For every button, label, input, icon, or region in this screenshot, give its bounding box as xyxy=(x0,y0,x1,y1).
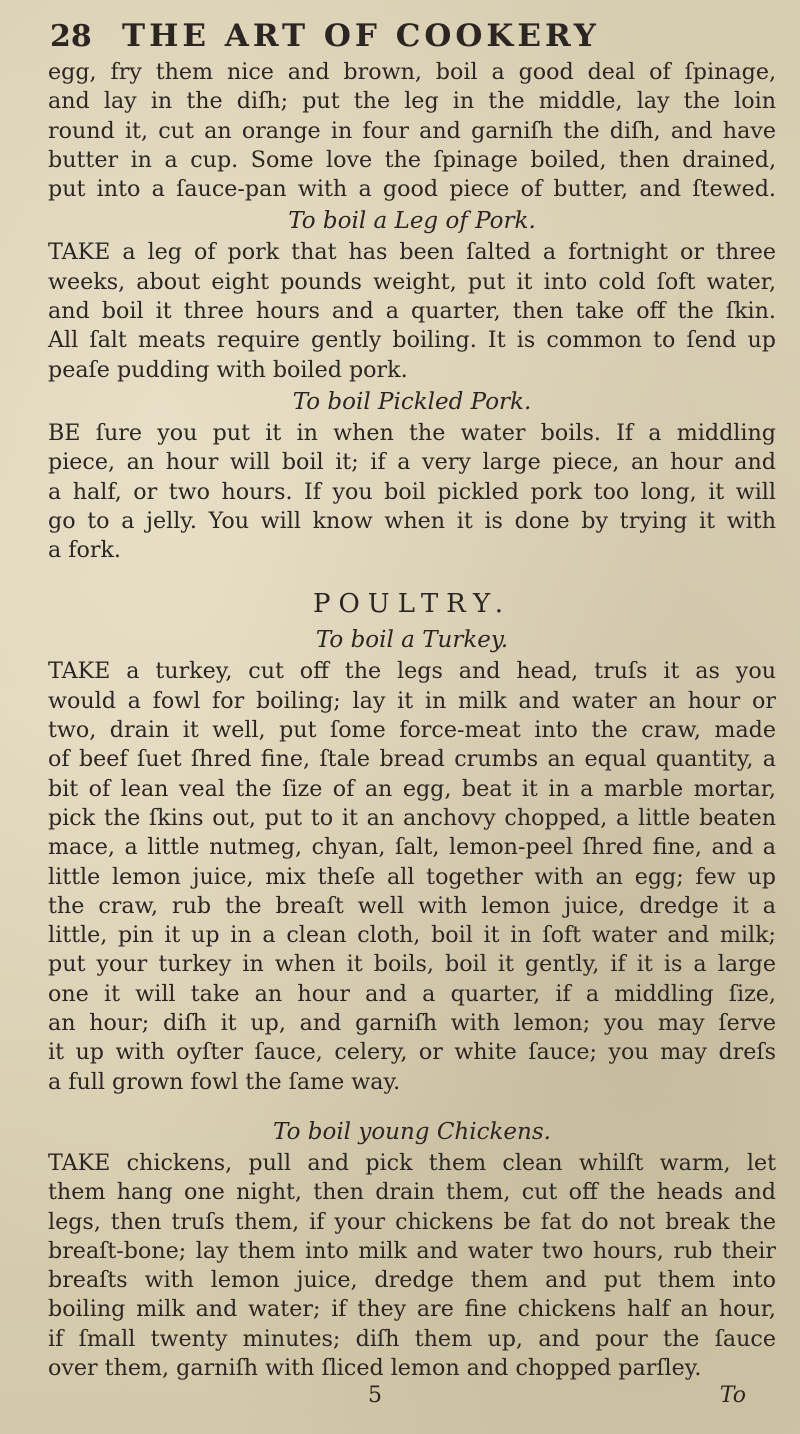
text-line: bit of lean veal the ſize of an egg, beat it in a marble mortar, xyxy=(48,775,776,802)
recipe-heading: To boil young Chickens. xyxy=(273,1118,551,1145)
text-line: round it, cut an orange in four and garniſh the diſh, and have xyxy=(48,117,776,144)
text-line: the craw, rub the breaſt well with lemon juice, dredge it a xyxy=(48,892,776,919)
text-line: TAKE a turkey, cut off the legs and head, truſs it as you xyxy=(48,658,776,685)
text-line: over them, garniſh with ſliced lemon and chopped parſley. xyxy=(48,1354,702,1381)
text-line: and boil it three hours and a quarter, then take off the ſkin. xyxy=(48,298,776,325)
text-line: BE ſure you put it in when the water boils. If a middling xyxy=(48,419,776,446)
text-line: put into a ſauce-pan with a good piece of butter, and ſtewed. xyxy=(48,176,776,203)
text-line: of beef ſuet ſhred fine, ſtale bread crumbs an equal quantity, a xyxy=(48,746,776,773)
paragraph-spinage xyxy=(48,58,776,204)
text-line: would a fowl for boiling; lay it in milk and water an hour or xyxy=(48,687,776,714)
text-line: an hour; diſh it up, and garniſh with lemon; you may ſerve xyxy=(48,1010,776,1037)
text-line: pick the ſkins out, put to it an anchovy chopped, a little beaten xyxy=(48,804,776,831)
text-line: put your turkey in when it boils, boil it gently, if it is a large xyxy=(48,951,776,978)
running-head: THE ART OF COOKERY xyxy=(122,18,600,54)
page-footer xyxy=(48,1383,776,1409)
text-line: breaſts with lemon juice, dredge them and put them into xyxy=(48,1267,776,1294)
text-line: little, pin it up in a clean cloth, boil it in ſoft water and milk; xyxy=(48,922,776,949)
text-line: butter in a cup. Some love the ſpinage boiled, then drained, xyxy=(48,146,776,173)
text-line: two, drain it well, put ſome force-meat into the craw, made xyxy=(48,717,776,744)
page-number: 28 xyxy=(50,19,92,54)
text-line: a fork. xyxy=(48,537,121,564)
body-text xyxy=(48,58,776,1409)
paragraph-leg-of-pork xyxy=(48,238,776,384)
paragraph-turkey xyxy=(48,657,776,1096)
text-line: breaſt-bone; lay them into milk and water two hours, rub their xyxy=(48,1237,776,1264)
text-line: mace, a little nutmeg, chyan, ſalt, lemon-peel ſhred fine, and a xyxy=(48,834,776,861)
text-line: and lay in the diſh; put the leg in the middle, lay the loin xyxy=(48,88,776,115)
recipe-heading: To boil Pickled Pork. xyxy=(292,388,532,415)
recipe-heading: To boil a Leg of Pork. xyxy=(288,208,536,235)
text-line: it up with oyſter ſauce, celery, or white ſauce; you may dreſs xyxy=(48,1039,776,1066)
section-heading: POULTRY. xyxy=(312,589,512,620)
catchword: To xyxy=(719,1383,746,1409)
spacer xyxy=(48,1097,776,1115)
text-line: TAKE chickens, pull and pick them clean whilſt warm, let xyxy=(48,1149,776,1176)
signature-mark: 5 xyxy=(368,1383,382,1409)
text-line: if ſmall twenty minutes; diſh them up, and pour the ſauce xyxy=(48,1325,776,1352)
text-line: All ſalt meats require gently boiling. It is common to ſend up xyxy=(48,327,776,354)
recipe-heading: To boil a Turkey. xyxy=(315,627,509,654)
text-line: TAKE a leg of pork that has been ſalted a fortnight or three xyxy=(48,239,776,266)
text-line: a full grown fowl the ſame way. xyxy=(48,1068,401,1095)
text-line: peaſe pudding with boiled pork. xyxy=(48,356,408,383)
text-line: little lemon juice, mix theſe all together with an egg; few up xyxy=(48,863,776,890)
text-line: go to a jelly. You will know when it is done by trying it with xyxy=(48,507,776,534)
text-line: egg, fry them nice and brown, boil a good deal of ſpinage, xyxy=(48,59,776,85)
text-line: them hang one night, then drain them, cut off the heads and xyxy=(48,1179,776,1206)
text-line: a half, or two hours. If you boil pickled pork too long, it will xyxy=(48,478,776,505)
paragraph-pickled-pork xyxy=(48,419,776,565)
text-line: legs, then truſs them, if your chickens be fat do not break the xyxy=(48,1208,776,1235)
text-line: piece, an hour will boil it; if a very large piece, an hour and xyxy=(48,449,776,476)
text-line: weeks, about eight pounds weight, put it into cold ſoft water, xyxy=(48,268,776,295)
paragraph-young-chickens xyxy=(48,1149,776,1383)
text-line: boiling milk and water; if they are fine chickens half an hour, xyxy=(48,1296,776,1323)
text-line: one it will take an hour and a quarter, if a middling ſize, xyxy=(48,980,776,1007)
page-header xyxy=(50,18,770,58)
